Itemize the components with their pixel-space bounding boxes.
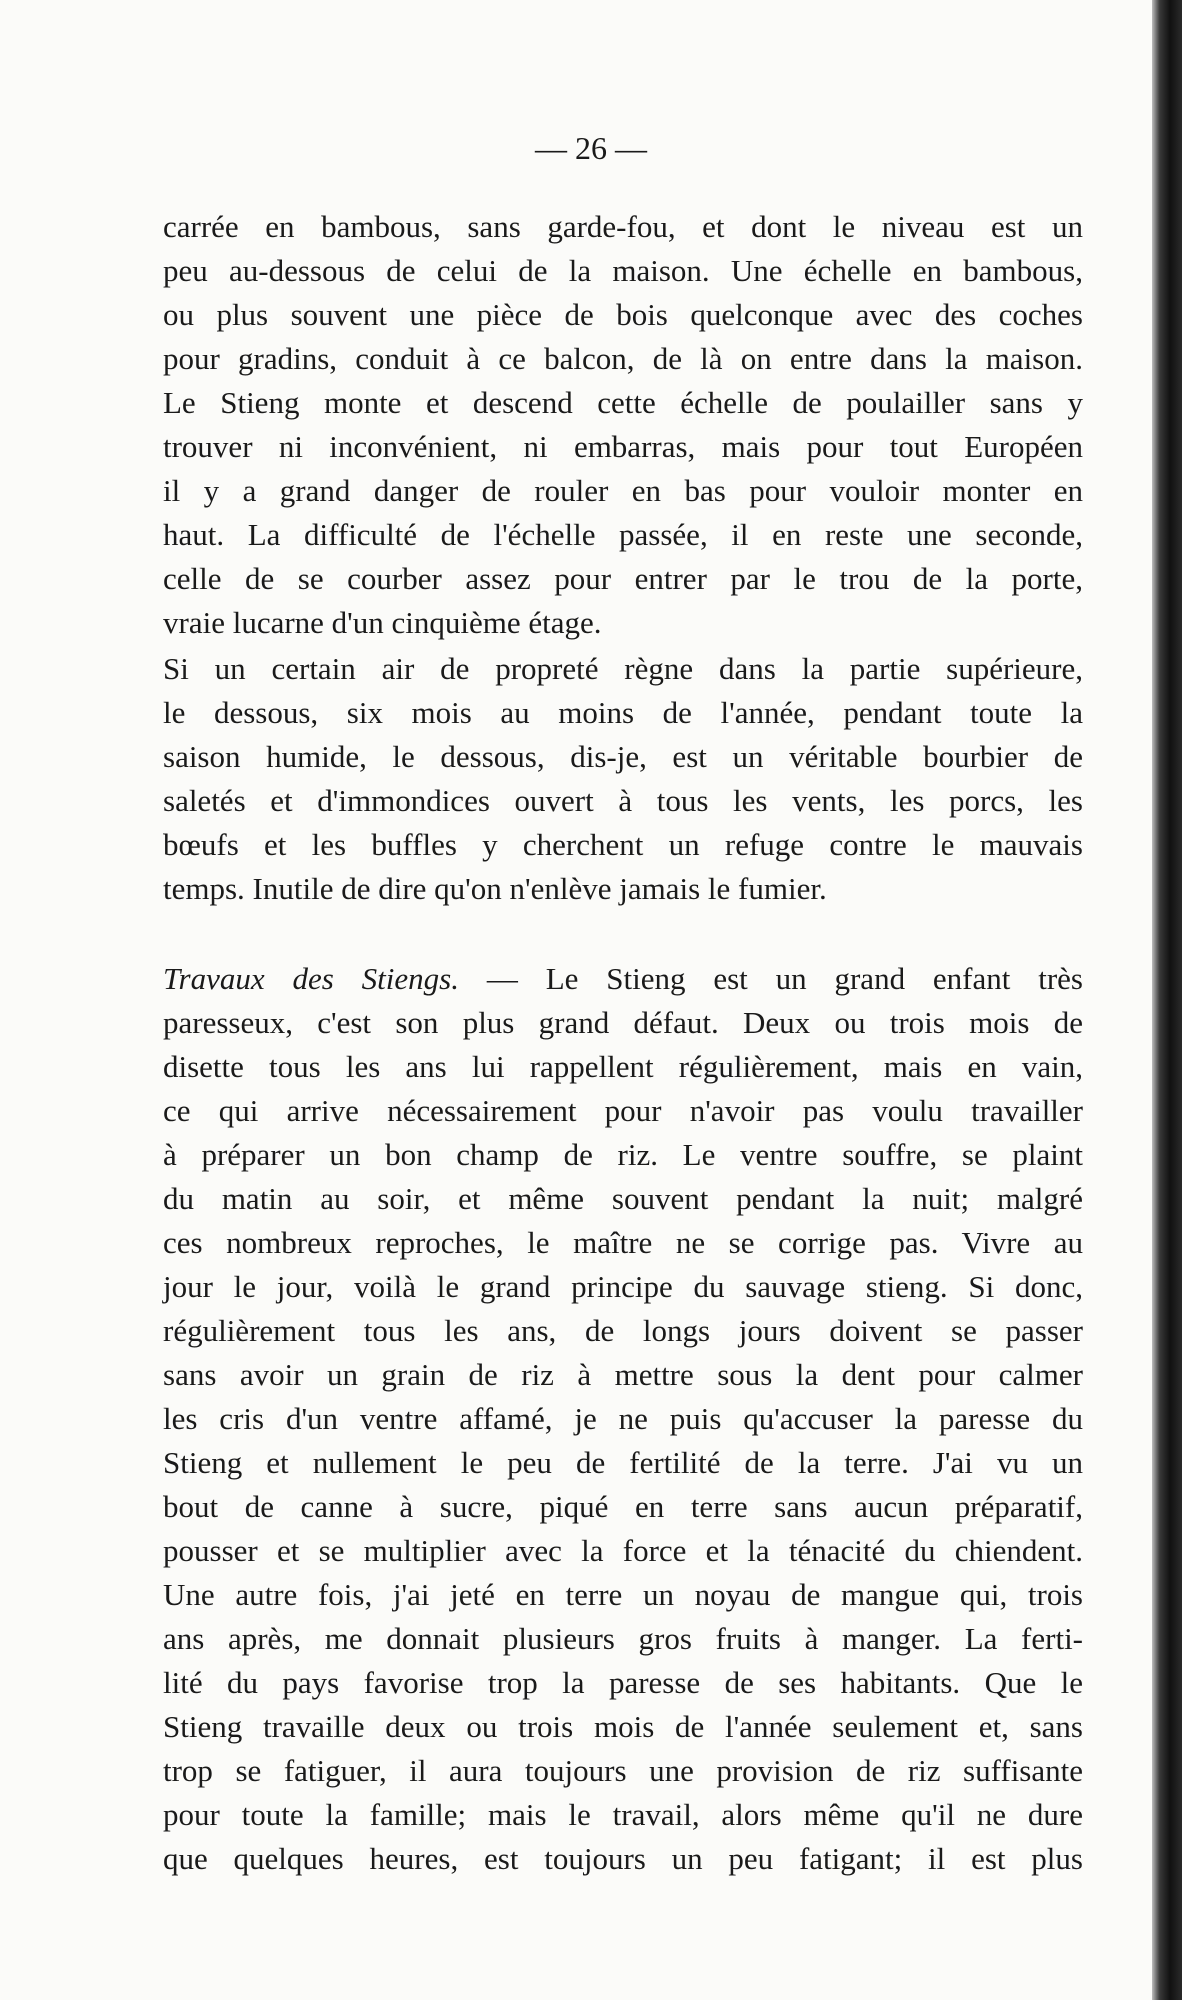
book-binding-edge	[1152, 0, 1182, 2000]
text-line: pour gradins, conduit à ce balcon, de là on entre dans la maison.	[163, 341, 1083, 376]
text-line: Stieng et nullement le peu de fertilité de la terre. J'ai vu un	[163, 1445, 1083, 1480]
text-line: régulièrement tous les ans, de longs jours doivent se passer	[163, 1313, 1083, 1348]
text-line: disette tous les ans lui rappellent régulièrement, mais en vain,	[163, 1049, 1083, 1084]
text-line: peu au-dessous de celui de la maison. Une échelle en bambous,	[163, 253, 1083, 288]
paragraph	[163, 205, 1083, 645]
paragraph	[163, 957, 1083, 1881]
section-gap	[163, 913, 1083, 957]
text-line: ce qui arrive nécessairement pour n'avoir pas voulu travailler	[163, 1093, 1083, 1128]
text-line: celle de se courber assez pour entrer par le trou de la porte,	[163, 561, 1083, 596]
text-line: saison humide, le dessous, dis-je, est un véritable bourbier de	[163, 739, 1083, 774]
page-body	[163, 205, 1083, 1883]
text-line: Stieng travaille deux ou trois mois de l'année seulement et, sans	[163, 1709, 1083, 1744]
text-line: le dessous, six mois au moins de l'année, pendant toute la	[163, 695, 1083, 730]
text-line: saletés et d'immondices ouvert à tous les vents, les porcs, les	[163, 783, 1083, 818]
text-line: ou plus souvent une pièce de bois quelconque avec des coches	[163, 297, 1083, 332]
page-number: — 26 —	[535, 130, 647, 166]
text-line: Si un certain air de propreté règne dans la partie supérieure,	[163, 651, 1083, 686]
text-line: bœufs et les buffles y cherchent un refuge contre le mauvais	[163, 827, 1083, 862]
text-line: trouver ni inconvénient, ni embarras, mais pour tout Européen	[163, 429, 1083, 464]
text-line: pour toute la famille; mais le travail, alors même qu'il ne dure	[163, 1797, 1083, 1832]
text-line: les cris d'un ventre affamé, je ne puis qu'accuser la paresse du	[163, 1401, 1083, 1436]
text-line	[163, 957, 1083, 1001]
text-line: sans avoir un grain de riz à mettre sous la dent pour calmer	[163, 1357, 1083, 1392]
text-line: paresseux, c'est son plus grand défaut. Deux ou trois mois de	[163, 1005, 1083, 1040]
text-line: temps. Inutile de dire qu'on n'enlève jamais le fumier.	[163, 871, 827, 906]
text-line: ces nombreux reproches, le maître ne se corrige pas. Vivre au	[163, 1225, 1083, 1260]
paragraph	[163, 647, 1083, 911]
text-line: pousser et se multiplier avec la force et la ténacité du chiendent.	[163, 1533, 1083, 1568]
text-line: carrée en bambous, sans garde-fou, et dont le niveau est un	[163, 209, 1083, 244]
text-line: Le Stieng monte et descend cette échelle de poulailler sans y	[163, 385, 1083, 420]
text-line: à préparer un bon champ de riz. Le ventre souffre, se plaint	[163, 1137, 1083, 1172]
text-line: Une autre fois, j'ai jeté en terre un noyau de mangue qui, trois	[163, 1577, 1083, 1612]
text-line: que quelques heures, est toujours un peu fatigant; il est plus	[163, 1841, 1083, 1876]
text-line: ans après, me donnait plusieurs gros fruits à manger. La ferti-	[163, 1621, 1083, 1656]
text-line: du matin au soir, et même souvent pendant la nuit; malgré	[163, 1181, 1083, 1216]
text-line: lité du pays favorise trop la paresse de ses habitants. Que le	[163, 1665, 1083, 1700]
line-text: — Le Stieng est un grand enfant très	[458, 961, 1083, 996]
text-line: il y a grand danger de rouler en bas pour vouloir monter en	[163, 473, 1083, 508]
text-line: bout de canne à sucre, piqué en terre sans aucun préparatif,	[163, 1489, 1083, 1524]
text-line: haut. La difficulté de l'échelle passée, il en reste une seconde,	[163, 517, 1083, 552]
text-line: vraie lucarne d'un cinquième étage.	[163, 605, 602, 640]
section-heading: Travaux des Stiengs.	[163, 961, 459, 996]
text-line: jour le jour, voilà le grand principe du sauvage stieng. Si donc,	[163, 1269, 1083, 1304]
text-line: trop se fatiguer, il aura toujours une provision de riz suffisante	[163, 1753, 1083, 1788]
